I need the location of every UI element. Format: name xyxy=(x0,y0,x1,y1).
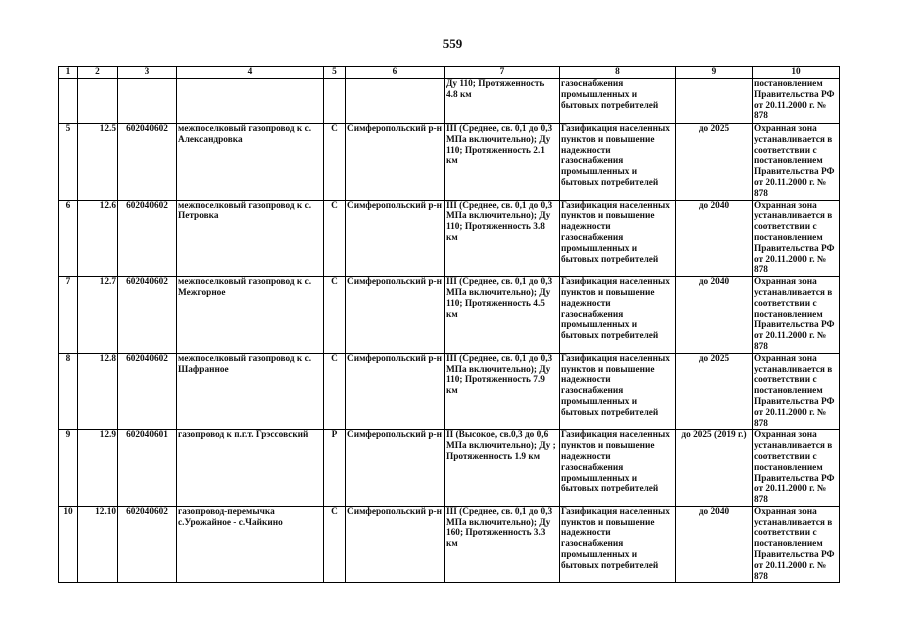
object-name: газопровод к п.г.т. Грэссовский xyxy=(177,430,324,507)
object-term: до 2040 xyxy=(676,200,753,277)
object-zone: Охранная зона устанавливается в соответствии с постановлением Правительства РФ от 20.11.2000 г. № 878 xyxy=(753,277,840,354)
header-cell: 7 xyxy=(445,67,560,79)
header-row xyxy=(59,67,840,79)
object-purpose: Газификация населенных пунктов и повышение надежности газоснабжения промышленных и бытовых потребителей xyxy=(560,124,676,201)
object-code: 602040602 xyxy=(118,124,177,201)
table-row xyxy=(59,277,840,354)
object-code: 602040602 xyxy=(118,200,177,277)
object-district: Симферопольский р-н xyxy=(346,124,445,201)
header-cell: 6 xyxy=(346,67,445,79)
object-name: межпоселковый газопровод к с. Александровка xyxy=(177,124,324,201)
header-cell: 1 xyxy=(59,67,78,79)
object-term: до 2040 xyxy=(676,506,753,583)
object-term: до 2025 xyxy=(676,124,753,201)
object-code: 602040602 xyxy=(118,506,177,583)
table-row xyxy=(59,353,840,430)
object-id: 12.9 xyxy=(78,430,118,507)
row-number: 7 xyxy=(59,277,78,354)
object-id: 12.10 xyxy=(78,506,118,583)
object-term: до 2025 (2019 г.) xyxy=(676,430,753,507)
row-number: 6 xyxy=(59,200,78,277)
object-purpose: Газификация населенных пунктов и повышение надежности газоснабжения промышленных и бытовых потребителей xyxy=(560,353,676,430)
object-zone: Охранная зона устанавливается в соответствии с постановлением Правительства РФ от 20.11.2000 г. № 878 xyxy=(753,430,840,507)
header-cell: 3 xyxy=(118,67,177,79)
object-category: С xyxy=(324,277,346,354)
object-zone: Охранная зона устанавливается в соответствии с постановлением Правительства РФ от 20.11.2000 г. № 878 xyxy=(753,353,840,430)
object-id: 12.7 xyxy=(78,277,118,354)
object-term: до 2040 xyxy=(676,277,753,354)
object-name: межпоселковый газопровод к с. Петровка xyxy=(177,200,324,277)
object-code: 602040602 xyxy=(118,353,177,430)
page-number: 559 xyxy=(442,36,463,51)
table-cell: Ду 110; Протяженность 4.8 км xyxy=(445,79,560,124)
continuation-row xyxy=(59,79,840,124)
object-district: Симферопольский р-н xyxy=(346,506,445,583)
object-params: III (Среднее, св. 0,1 до 0,3 МПа включительно); Ду 110; Протяженность 4.5 км xyxy=(445,277,560,354)
object-name: межпоселковый газопровод к с. Шафранное xyxy=(177,353,324,430)
object-category: С xyxy=(324,506,346,583)
header-cell: 8 xyxy=(560,67,676,79)
object-purpose: Газификация населенных пунктов и повышение надежности газоснабжения промышленных и бытовых потребителей xyxy=(560,506,676,583)
object-purpose: Газификация населенных пунктов и повышение надежности газоснабжения промышленных и бытовых потребителей xyxy=(560,430,676,507)
row-number: 9 xyxy=(59,430,78,507)
object-category: С xyxy=(324,200,346,277)
table-row xyxy=(59,430,840,507)
table-cell: постановлением Правительства РФ от 20.11.2000 г. № 878 xyxy=(753,79,840,124)
object-district: Симферопольский р-н xyxy=(346,200,445,277)
object-code: 602040602 xyxy=(118,277,177,354)
object-zone: Охранная зона устанавливается в соответствии с постановлением Правительства РФ от 20.11.2000 г. № 878 xyxy=(753,200,840,277)
header-cell: 10 xyxy=(753,67,840,79)
row-number: 8 xyxy=(59,353,78,430)
object-purpose: Газификация населенных пунктов и повышение надежности газоснабжения промышленных и бытовых потребителей xyxy=(560,277,676,354)
object-name: газопровод-перемычка с.Урожайное - с.Чайкино xyxy=(177,506,324,583)
header-cell: 4 xyxy=(177,67,324,79)
object-params: II (Высокое, св.0,3 до 0,6 МПа включительно); Ду ; Протяженность 1.9 км xyxy=(445,430,560,507)
object-params: III (Среднее, св. 0,1 до 0,3 МПа включительно); Ду 110; Протяженность 3.8 км xyxy=(445,200,560,277)
object-zone: Охранная зона устанавливается в соответствии с постановлением Правительства РФ от 20.11.2000 г. № 878 xyxy=(753,506,840,583)
row-number: 5 xyxy=(59,124,78,201)
object-zone: Охранная зона устанавливается в соответствии с постановлением Правительства РФ от 20.11.2000 г. № 878 xyxy=(753,124,840,201)
object-district: Симферопольский р-н xyxy=(346,353,445,430)
object-params: III (Среднее, св. 0,1 до 0,3 МПа включительно); Ду 110; Протяженность 2.1 км xyxy=(445,124,560,201)
table-row xyxy=(59,506,840,583)
object-district: Симферопольский р-н xyxy=(346,277,445,354)
header-cell: 2 xyxy=(78,67,118,79)
object-id: 12.8 xyxy=(78,353,118,430)
row-number: 10 xyxy=(59,506,78,583)
table-row xyxy=(59,124,840,201)
object-purpose: Газификация населенных пунктов и повышение надежности газоснабжения промышленных и бытовых потребителей xyxy=(560,200,676,277)
object-id: 12.5 xyxy=(78,124,118,201)
object-term: до 2025 xyxy=(676,353,753,430)
object-id: 12.6 xyxy=(78,200,118,277)
object-category: С xyxy=(324,124,346,201)
object-code: 602040601 xyxy=(118,430,177,507)
object-params: III (Среднее, св. 0,1 до 0,3 МПа включительно); Ду 160; Протяженность 3.3 км xyxy=(445,506,560,583)
object-params: III (Среднее, св. 0,1 до 0,3 МПа включительно); Ду 110; Протяженность 7.9 км xyxy=(445,353,560,430)
header-cell: 9 xyxy=(676,67,753,79)
objects-table xyxy=(58,66,840,583)
table-row xyxy=(59,200,840,277)
object-category: Р xyxy=(324,430,346,507)
object-district: Симферопольский р-н xyxy=(346,430,445,507)
table-cell: газоснабжения промышленных и бытовых потребителей xyxy=(560,79,676,124)
header-cell: 5 xyxy=(324,67,346,79)
object-category: С xyxy=(324,353,346,430)
object-name: межпоселковый газопровод к с. Межгорное xyxy=(177,277,324,354)
